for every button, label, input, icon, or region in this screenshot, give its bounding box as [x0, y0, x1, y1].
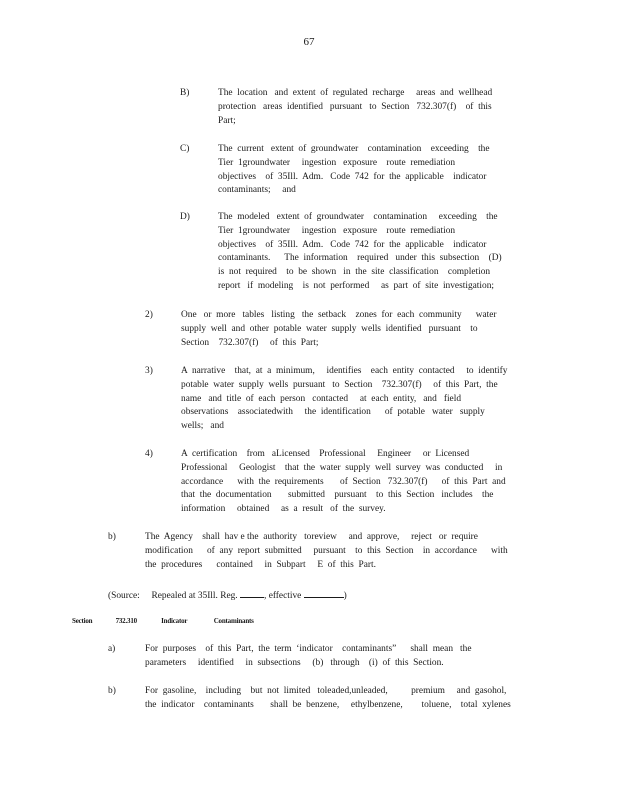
text-line: Tier 1groundwater ingestion exposure route remediation — [218, 225, 456, 236]
text-line: Part; — [218, 115, 236, 126]
text-line: A certification from aLicensed Professional Engineer or Licensed — [181, 449, 470, 459]
text-line: Tier 1groundwater ingestion exposure route remediation — [218, 157, 456, 168]
text-line: accordance with the requirements of Section 732.307(f) of this Part and — [181, 476, 506, 487]
section-number: 732.310 — [115, 617, 137, 625]
effective-blank — [304, 588, 344, 598]
source-text: Repealed at 35Ill. Reg. — [151, 591, 238, 601]
source-close: ) — [343, 591, 347, 601]
text-line: Section 732.307(f) of this Part; — [181, 337, 319, 348]
text-line: the indicator contaminants shall be benzene, ethylbenzene, toluene, total xylenes — [145, 699, 511, 710]
item-text — [218, 143, 524, 198]
text-line: contaminants. The information required under this subsection (D) — [218, 253, 502, 264]
text-line: parameters identified in subsections (b) through (i) of this Section. — [145, 657, 444, 668]
item-label: B) — [180, 88, 190, 98]
source-open: (Source: — [108, 591, 140, 601]
text-line: the procedures contained in Subpart E of this Part. — [145, 559, 376, 570]
item-label: a) — [108, 644, 116, 654]
text-line: that the documentation submitted pursuant to this Section includes the — [181, 490, 494, 501]
section-word: Section — [72, 617, 93, 625]
item-label: b) — [108, 532, 116, 542]
section-title-2: Contaminants — [213, 617, 254, 625]
text-line: information obtained as a result of the survey. — [181, 504, 386, 515]
text-line: supply well and other potable water supply wells identified pursuant to — [181, 323, 478, 334]
text-line: The Agency shall hav e the authority toreview and approve, reject or require — [145, 532, 478, 542]
item-text — [145, 531, 531, 572]
text-line: is not required to be shown in the site classification completion — [218, 267, 491, 278]
text-line: For purposes of this Part, the term ‘indicator contaminants” shall mean the — [145, 644, 472, 654]
item-text — [181, 309, 527, 350]
text-line: objectives of 35Ill. Adm. Code 742 for the applicable indicator — [218, 171, 487, 182]
item-label: b) — [108, 686, 116, 696]
text-line: A narrative that, at a minimum, identifies each entity contacted to identify — [181, 366, 508, 376]
item-text — [145, 643, 507, 671]
text-line: For gasoline, including but not limited toleaded,unleaded, premium and gasohol, — [145, 686, 507, 696]
text-line: modification of any report submitted pursuant to this Section in accordance with — [145, 545, 508, 556]
source-note — [108, 588, 347, 601]
text-line: name and title of each person contacted at each entity, and field — [181, 393, 462, 404]
source-mid: , effective — [264, 591, 302, 601]
text-line: potable water supply wells pursuant to Section 732.307(f) of this Part, the — [181, 379, 498, 390]
section-title-1: Indicator — [161, 617, 188, 625]
item-text — [218, 87, 524, 128]
reg-blank — [240, 588, 264, 598]
text-line: The modeled extent of groundwater contamination exceeding the — [218, 212, 498, 222]
text-line: objectives of 35Ill. Adm. Code 742 for the applicable indicator — [218, 239, 487, 250]
item-text — [181, 365, 533, 434]
item-text — [145, 685, 531, 713]
text-line: contaminants; and — [218, 185, 296, 196]
text-line: wells; and — [181, 421, 224, 432]
text-line: The location and extent of regulated recharge areas and wellhead — [218, 88, 493, 98]
item-label: 2) — [145, 310, 153, 320]
section-heading — [72, 617, 254, 625]
text-line: observations associatedwith the identification of potable water supply — [181, 407, 485, 418]
item-label: 4) — [145, 449, 153, 459]
item-label: D) — [180, 212, 190, 222]
item-label: C) — [180, 144, 190, 154]
text-line: report if modeling is not performed as part of site investigation; — [218, 280, 494, 291]
text-line: Professional Geologist that the water supply well survey was conducted in — [181, 462, 503, 473]
item-text — [181, 448, 539, 517]
item-text — [218, 211, 530, 294]
page-number: 67 — [303, 36, 315, 48]
text-line: One or more tables listing the setback zones for each community water — [181, 310, 497, 320]
text-line: The current extent of groundwater contamination exceeding the — [218, 144, 490, 154]
text-line: protection areas identified pursuant to Section 732.307(f) of this — [218, 101, 492, 112]
item-label: 3) — [145, 366, 153, 376]
